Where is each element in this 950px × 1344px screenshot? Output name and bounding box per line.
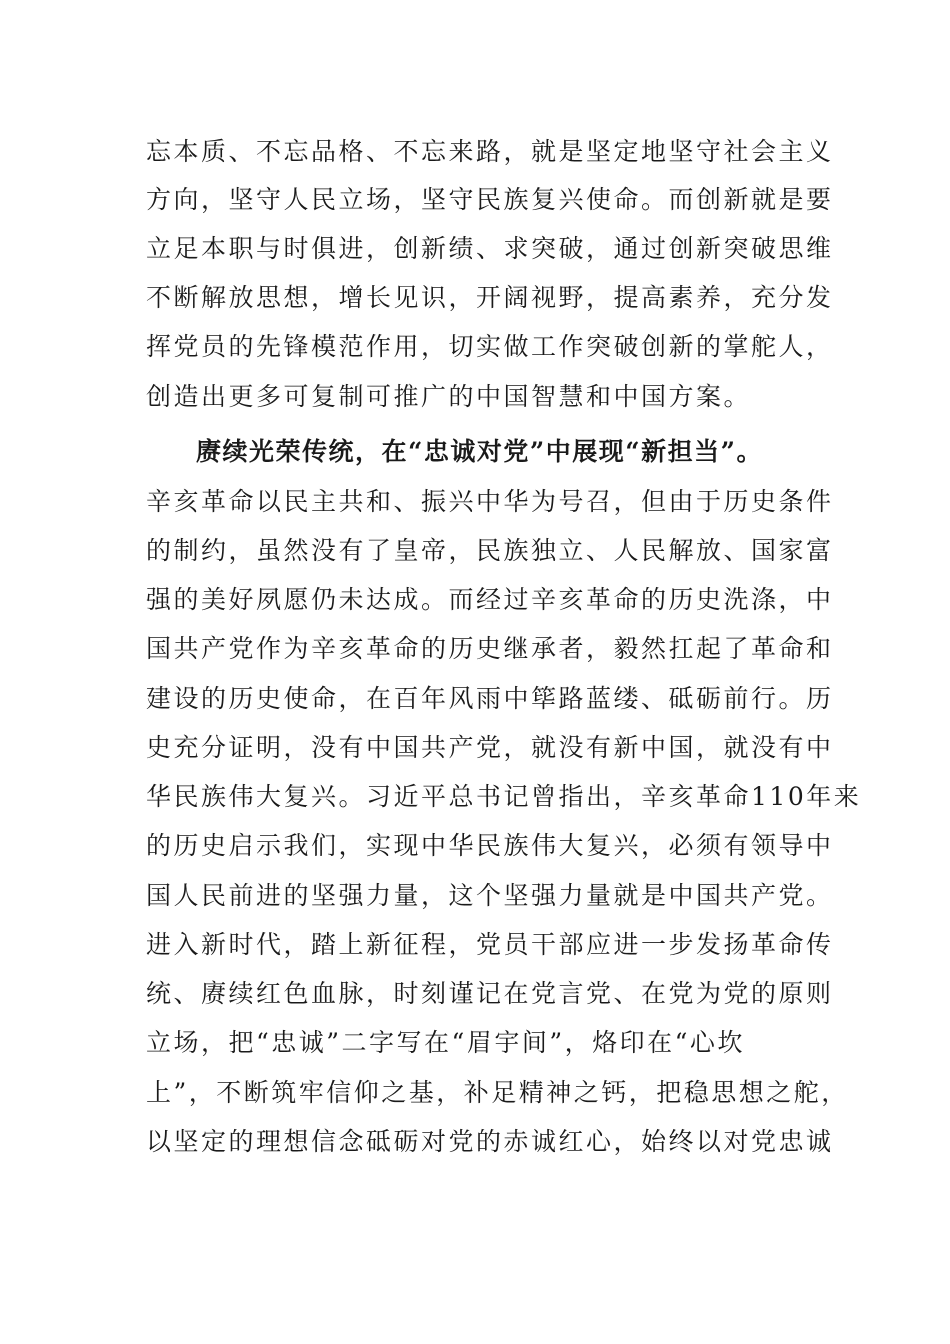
body-line: 国人民前进的坚强力量，这个坚强力量就是中国共产党。 — [146, 881, 834, 910]
body-line: 强的美好夙愿仍未达成。而经过辛亥革命的历史洗涤，中 — [146, 585, 834, 614]
body-line: 立场，把“忠诚”二字写在“眉宇间”，烙印在“心坎 — [146, 1028, 745, 1057]
body-line: 立足本职与时俱进，创新绩、求突破，通过创新突破思维 — [146, 234, 834, 263]
body-line: 不断解放思想，增长见识，开阔视野，提高素养，充分发 — [146, 283, 834, 312]
body-line: 统、赓续红色血脉，时刻谨记在党言党、在党为党的原则 — [146, 979, 834, 1008]
body-line: 国共产党作为辛亥革命的历史继承者，毅然扛起了革命和 — [146, 634, 834, 663]
body-line: 进入新时代，踏上新征程，党员干部应进一步发扬革命传 — [146, 930, 834, 959]
body-line: 华民族伟大复兴。习近平总书记曾指出，辛亥革命110年来 — [146, 782, 862, 811]
body-line: 以坚定的理想信念砥砺对党的赤诚红心，始终以对党忠诚 — [146, 1127, 834, 1156]
body-line: 方向，坚守人民立场，坚守民族复兴使命。而创新就是要 — [146, 185, 834, 214]
body-line: 上”，不断筑牢信仰之基，补足精神之钙，把稳思想之舵， — [146, 1078, 849, 1107]
body-line: 辛亥革命以民主共和、振兴中华为号召，但由于历史条件 — [146, 487, 834, 516]
body-line: 的制约，虽然没有了皇帝，民族独立、人民解放、国家富 — [146, 536, 834, 565]
body-line: 忘本质、不忘品格、不忘来路，就是坚定地坚守社会主义 — [146, 137, 834, 166]
body-line: 创造出更多可复制可推广的中国智慧和中国方案。 — [146, 382, 752, 411]
body-line: 史充分证明，没有中国共产党，就没有新中国，就没有中 — [146, 733, 834, 762]
body-line: 挥党员的先锋模范作用，切实做工作突破创新的掌舵人， — [146, 332, 834, 361]
body-line: 的历史启示我们，实现中华民族伟大复兴，必须有领导中 — [146, 831, 834, 860]
section-heading: 赓续光荣传统，在“忠诚对党”中展现“新担当”。 — [196, 437, 764, 466]
body-line: 建设的历史使命，在百年风雨中筚路蓝缕、砥砺前行。历 — [146, 684, 834, 713]
